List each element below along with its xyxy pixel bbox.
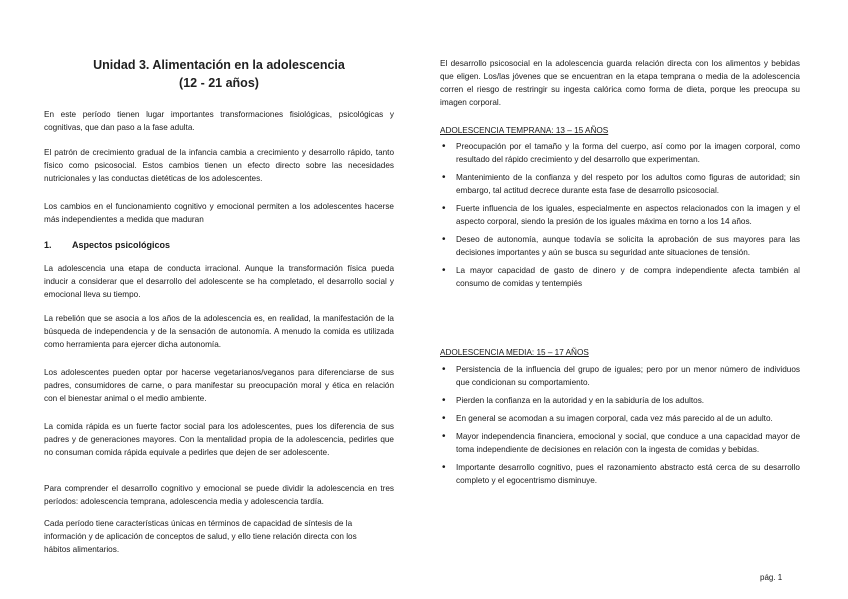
bullet-icon: •: [442, 265, 446, 276]
middle-range: : 15 – 17 AÑOS: [531, 348, 589, 357]
bullet-icon: •: [442, 431, 446, 442]
early-range: : 13 – 15 AÑOS: [551, 126, 609, 135]
intro-paragraph-2: El patrón de crecimiento gradual de la infancia cambia a crecimiento y desarrollo rápido, tanto físico como psicosocial. Estos cambios tienen un efecto directo sobre las necesidades nutricionales y las conductas dietéticas de los adolescentes.: [44, 148, 394, 183]
bullet-icon: •: [442, 413, 446, 424]
section-paragraph-5: Para comprender el desarrollo cognitivo y emocional se puede dividir la adolescencia en tres períodos: adolescencia temprana, adolescencia media y adolescencia tardía.: [44, 484, 394, 506]
middle-heading: [440, 348, 589, 357]
intro-paragraph-1: En este período tienen lugar importantes transformaciones fisiológicas, psicológicas y cognitivas, que dan paso a la fase adulta.: [44, 110, 394, 132]
section-heading: [44, 240, 170, 250]
bullet-icon: •: [442, 364, 446, 375]
list-item: • Deseo de autonomía, aunque todavía se solicita la aprobación de sus mayores para las decisiones importantes y aún se busca su seguridad ante situaciones de tensión.: [442, 234, 800, 257]
bullet-icon: •: [442, 141, 446, 152]
middle-label: ADOLESCENCIA MEDIA: [440, 348, 532, 357]
bullet-icon: •: [442, 395, 446, 406]
list-item: • Preocupación por el tamaño y la forma del cuerpo, así como por la imagen corporal, como resultado del rápido crecimiento y del desarrollo que experimentan.: [442, 141, 800, 164]
list-item: • Importante desarrollo cognitivo, pues el razonamiento abstracto está cerca de su desarrollo completo y el egocentrismo disminuye.: [442, 462, 800, 485]
section-paragraph-3: Los adolescentes pueden optar por hacerse vegetarianos/veganos para diferenciarse de sus padres, consumidores de carne, o para manifestar su preocupación moral y ética en relación con el bienestar animal o el medio ambiente.: [44, 368, 394, 403]
list-item: • Pierden la confianza en la autoridad y en la sabiduría de los adultos.: [442, 395, 705, 406]
section-number: 1.: [44, 240, 52, 250]
section-paragraph-6: Cada período tiene características únicas en términos de capacidad de síntesis de la información y de aplicación de conceptos de salud, y ello tiene relación directa con los hábitos alimentarios.: [44, 519, 357, 554]
list-item: • Persistencia de la influencia del grupo de iguales; pero por un menor número de individuos que condicionan su comportamiento.: [442, 364, 800, 387]
bullet-icon: •: [442, 172, 446, 183]
section-title: Aspectos psicológicos: [72, 240, 171, 250]
page-number: pág. 1: [760, 573, 783, 582]
list-item: • En general se acomodan a su imagen corporal, cada vez más parecido al de un adulto.: [442, 413, 773, 424]
middle-list: [440, 363, 800, 492]
section-paragraph-4: La comida rápida es un fuerte factor social para los adolescentes, pues los diferencia de sus padres y de generaciones mayores. Con la mentalidad propia de la adolescencia, pedirles que no consuman comida rápida equivale a pedirles que dejen de ser adolescente.: [44, 422, 394, 457]
section-paragraph-1: La adolescencia una etapa de conducta irracional. Aunque la transformación física pueda inducir a considerar que el desarrollo del adolescente se ha completado, el desarrollo social y emocional lleva su tiempo.: [44, 264, 394, 299]
list-item: • Fuerte influencia de los iguales, especialmente en aspectos relacionados con la imagen y el aspecto corporal, siendo la presión de los iguales máxima en torno a los 14 años.: [442, 203, 800, 226]
list-item: • Mantenimiento de la confianza y del respeto por los adultos como figuras de autoridad; sin embargo, tal actitud decrece durante esta fase de desarrollo psicosocial.: [442, 172, 800, 195]
list-item: • Mayor independencia financiera, emocional y social, que conduce a una capacidad mayor de toma independiente de decisiones en relación con la ingesta de comidas y bebidas.: [442, 431, 800, 454]
right-intro-paragraph: El desarrollo psicosocial en la adolescencia guarda relación directa con los alimentos y bebidas que eligen. Los/las jóvenes que se encuentran en la etapa temprana o media de la adolescencia corren el riesgo de restringir su ingesta calórica como forma de dieta, porque les preocupa su imagen corporal.: [440, 59, 800, 107]
early-list: [440, 140, 800, 295]
page-title: Unidad 3. Alimentación en la adolescencia: [93, 58, 345, 72]
early-label: ADOLESCENCIA TEMPRANA: [440, 126, 552, 135]
early-heading: [440, 126, 608, 135]
list-item: • La mayor capacidad de gasto de dinero y de compra independiente afecta también al consumo de comidas y tentempiés: [442, 265, 800, 288]
intro-paragraph-3: Los cambios en el funcionamiento cognitivo y emocional permiten a los adolescentes hacerse más independientes a medida que maduran: [44, 202, 394, 224]
page-subtitle: (12 - 21 años): [179, 76, 259, 90]
bullet-icon: •: [442, 234, 446, 245]
bullet-icon: •: [442, 462, 446, 473]
bullet-icon: •: [442, 203, 446, 214]
section-paragraph-2: La rebelión que se asocia a los años de la adolescencia es, en realidad, la manifestación de la búsqueda de independencia y de la sensación de autonomía. A menudo la comida es utilizada como herramienta para ejercer dicha autonomía.: [44, 314, 394, 349]
